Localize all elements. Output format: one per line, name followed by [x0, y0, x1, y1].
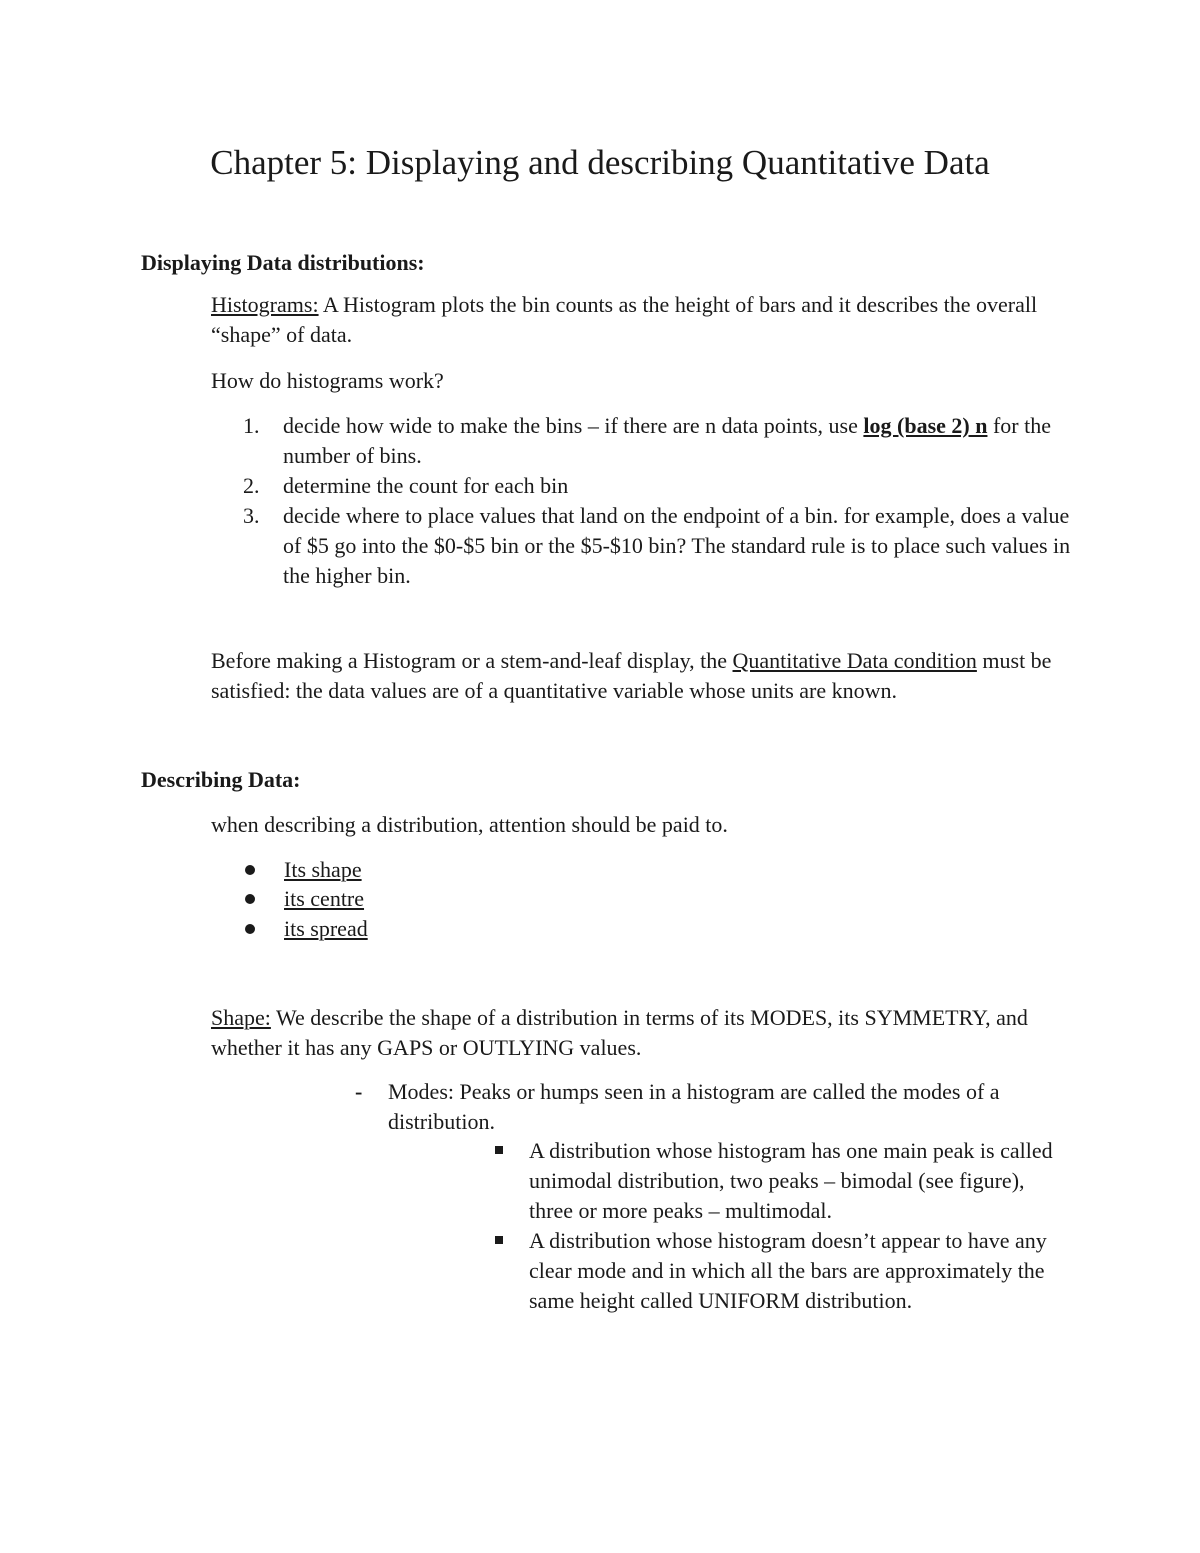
histograms-definition: A Histogram plots the bin counts as the height of bars and it describes the overall “shape” of data.: [211, 292, 1038, 347]
bullet-icon: [245, 894, 255, 904]
describing-intro: when describing a distribution, attention should be paid to.: [211, 812, 728, 837]
step-text: decide where to place values that land on the endpoint of a bin. for example, does a value of $5 go into the $0-$5 bin or the $5-$10 bin? The standard rule is to place such values in the higher bin.: [283, 503, 1071, 588]
bullet-text: its centre: [284, 886, 365, 912]
quantitative-condition-paragraph: [211, 646, 1071, 706]
square-bullet-icon: [495, 1236, 503, 1244]
list-item: [495, 1226, 1055, 1316]
list-item: [243, 885, 368, 915]
shape-term: Shape:: [211, 1005, 271, 1030]
page-title: Chapter 5: Displaying and describing Quantitative Data: [210, 143, 990, 182]
modes-text: Modes: Peaks or humps seen in a histogram are called the modes of a distribution.: [388, 1079, 1000, 1134]
list-item: [243, 501, 1073, 591]
list-number: 1.: [243, 413, 260, 438]
step-text: decide how wide to make the bins – if there are n data points, use: [283, 413, 864, 438]
section-heading-describing: Describing Data:: [141, 767, 301, 792]
list-item: [495, 1136, 1055, 1226]
bullet-text: its spread: [284, 915, 368, 941]
list-number: 2.: [243, 473, 260, 498]
square-bullet-icon: [495, 1146, 503, 1154]
section-heading-displaying: Displaying Data distributions:: [141, 250, 425, 275]
histograms-term: Histograms:: [211, 292, 319, 317]
condition-text-end: must be satisfied: the data values are of a quantitative variable whose units are known.: [211, 648, 1052, 703]
histograms-question: How do histograms work?: [211, 368, 444, 393]
condition-text: Before making a Histogram or a stem-and-leaf display, the: [211, 648, 733, 673]
shape-paragraph: [211, 1003, 1071, 1063]
log-base-2-term: log (base 2) n: [863, 413, 988, 438]
list-item: [243, 471, 1073, 501]
modes-item: [355, 1077, 1055, 1137]
attention-list: [243, 855, 368, 944]
quantitative-data-condition-term: Quantitative Data condition: [732, 648, 977, 673]
list-item: [243, 855, 368, 885]
steps-list: [243, 411, 1073, 591]
dash-marker: -: [355, 1079, 363, 1104]
bullet-icon: [245, 924, 255, 934]
step-text: determine the count for each bin: [283, 473, 569, 498]
list-item: [243, 914, 368, 944]
bullet-icon: [245, 865, 255, 875]
histograms-paragraph: [211, 290, 1071, 350]
bullet-text: Its shape: [284, 856, 362, 882]
modes-sub-list: [495, 1136, 1055, 1316]
shape-definition: We describe the shape of a distribution in terms of its MODES, its SYMMETRY, and whether it has any GAPS or OUTLYING values.: [211, 1005, 1028, 1060]
sub-bullet-text: A distribution whose histogram doesn’t appear to have any clear mode and in which all the bars are approximately the same height called UNIFORM distribution.: [529, 1228, 1047, 1313]
list-number: 3.: [243, 503, 260, 528]
list-item: [243, 411, 1073, 471]
sub-bullet-text: A distribution whose histogram has one main peak is called unimodal distribution, two peaks – bimodal (see figure), three or more peaks – multimodal.: [529, 1138, 1053, 1223]
step-text-end: for the number of bins.: [283, 413, 1051, 468]
